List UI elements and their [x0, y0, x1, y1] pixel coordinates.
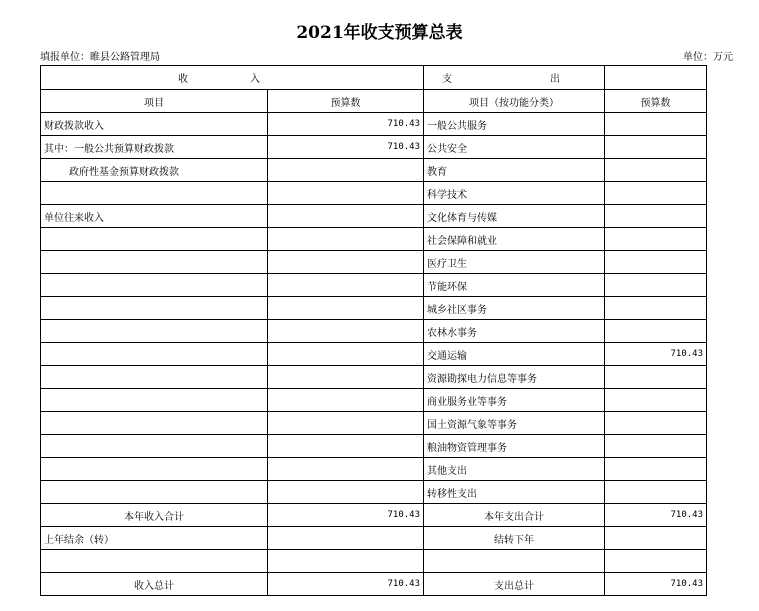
income-budget-cell — [268, 458, 424, 481]
expense-budget-cell — [605, 159, 707, 182]
table-row — [41, 504, 707, 527]
income-budget-cell — [268, 435, 424, 458]
table-row — [41, 182, 707, 205]
expense-item-cell: 城乡社区事务 — [424, 297, 605, 320]
expense-item-cell: 文化体育与传媒 — [424, 205, 605, 228]
income-budget-cell — [268, 182, 424, 205]
income-budget-cell — [268, 228, 424, 251]
income-item-cell — [41, 481, 268, 504]
expense-budget-cell — [605, 550, 707, 573]
income-item-cell: 财政拨款收入 — [41, 113, 268, 136]
expense-item-cell: 本年支出合计 — [424, 504, 605, 527]
budget-table — [40, 65, 707, 596]
expense-budget-cell — [605, 228, 707, 251]
page-title: 2021年收支预算总表 — [296, 23, 463, 43]
expense-item-cell: 节能环保 — [424, 274, 605, 297]
expense-budget-cell — [605, 366, 707, 389]
income-budget-cell — [268, 205, 424, 228]
table-row — [41, 389, 707, 412]
expense-budget-cell — [605, 274, 707, 297]
income-item-cell — [41, 550, 268, 573]
table-row — [41, 412, 707, 435]
table-row — [41, 550, 707, 573]
income-item-cell — [41, 297, 268, 320]
income-budget-cell — [268, 297, 424, 320]
expense-header-blank — [605, 66, 707, 90]
expense-item-cell: 教育 — [424, 159, 605, 182]
expense-budget-cell: 710.43 — [605, 343, 707, 366]
expense-item-cell: 医疗卫生 — [424, 251, 605, 274]
income-item-cell — [41, 458, 268, 481]
income-budget-cell: 710.43 — [268, 136, 424, 159]
table-row — [41, 136, 707, 159]
expense-budget-cell — [605, 458, 707, 481]
expense-budget-cell — [605, 205, 707, 228]
expense-budget-cell — [605, 320, 707, 343]
expense-budget-cell: 710.43 — [605, 573, 707, 596]
table-row — [41, 113, 707, 136]
expense-budget-cell — [605, 297, 707, 320]
income-item-cell — [41, 251, 268, 274]
income-budget-cell — [268, 320, 424, 343]
income-budget-cell — [268, 366, 424, 389]
expense-item-cell: 社会保障和就业 — [424, 228, 605, 251]
budget-rows — [41, 113, 707, 596]
table-row — [41, 159, 707, 182]
income-item-cell: 单位往来收入 — [41, 205, 268, 228]
income-item-cell: 本年收入合计 — [41, 504, 268, 527]
table-row — [41, 228, 707, 251]
col-budget2-header: 预算数 — [605, 90, 707, 113]
expense-budget-cell: 710.43 — [605, 504, 707, 527]
income-item-cell: 上年结余（转） — [41, 527, 268, 550]
table-row — [41, 251, 707, 274]
header-row-columns — [41, 90, 707, 113]
income-budget-cell — [268, 343, 424, 366]
expense-item-cell: 一般公共服务 — [424, 113, 605, 136]
table-row — [41, 320, 707, 343]
table-row — [41, 297, 707, 320]
income-item-cell: 其中：一般公共预算财政拨款 — [41, 136, 268, 159]
table-row — [41, 435, 707, 458]
expense-item-cell: 农林水事务 — [424, 320, 605, 343]
income-budget-cell — [268, 159, 424, 182]
table-row — [41, 458, 707, 481]
expense-item-cell: 科学技术 — [424, 182, 605, 205]
expense-budget-cell — [605, 182, 707, 205]
income-header: 收 入 — [41, 66, 424, 90]
table-row — [41, 366, 707, 389]
expense-budget-cell — [605, 136, 707, 159]
header-row-sections — [41, 66, 707, 90]
expense-item-cell: 转移性支出 — [424, 481, 605, 504]
income-item-cell: 政府性基金预算财政拨款 — [41, 159, 268, 182]
col-budget-header: 预算数 — [268, 90, 424, 113]
expense-budget-cell — [605, 435, 707, 458]
income-item-cell — [41, 435, 268, 458]
col-item-header: 项目 — [41, 90, 268, 113]
table-row — [41, 481, 707, 504]
expense-item-cell: 商业服务业等事务 — [424, 389, 605, 412]
expense-item-cell: 结转下年 — [424, 527, 605, 550]
income-budget-cell — [268, 274, 424, 297]
expense-item-cell: 粮油物资管理事务 — [424, 435, 605, 458]
expense-budget-cell — [605, 251, 707, 274]
expense-budget-cell — [605, 481, 707, 504]
expense-item-cell — [424, 550, 605, 573]
currency-unit: 单位：万元 — [683, 52, 733, 63]
table-row — [41, 343, 707, 366]
income-budget-cell — [268, 251, 424, 274]
income-budget-cell: 710.43 — [268, 573, 424, 596]
income-item-cell — [41, 228, 268, 251]
income-item-cell — [41, 320, 268, 343]
table-row — [41, 274, 707, 297]
table-row — [41, 573, 707, 596]
table-row — [41, 205, 707, 228]
income-budget-cell: 710.43 — [268, 504, 424, 527]
expense-item-cell: 支出总计 — [424, 573, 605, 596]
income-item-cell — [41, 389, 268, 412]
income-budget-cell — [268, 481, 424, 504]
income-item-cell: 收入总计 — [41, 573, 268, 596]
expense-item-cell: 其他支出 — [424, 458, 605, 481]
expense-item-cell: 公共安全 — [424, 136, 605, 159]
reporting-unit: 填报单位：睢县公路管理局 — [40, 52, 160, 63]
expense-header: 支 出 — [424, 66, 605, 90]
expense-item-cell: 交通运输 — [424, 343, 605, 366]
expense-item-cell: 国土资源气象等事务 — [424, 412, 605, 435]
income-budget-cell — [268, 389, 424, 412]
income-budget-cell — [268, 527, 424, 550]
expense-budget-cell — [605, 389, 707, 412]
income-budget-cell — [268, 550, 424, 573]
expense-budget-cell — [605, 412, 707, 435]
expense-budget-cell — [605, 527, 707, 550]
income-item-cell — [41, 274, 268, 297]
income-item-cell — [41, 412, 268, 435]
col-item-func-header: 项目（按功能分类） — [424, 90, 605, 113]
expense-budget-cell — [605, 113, 707, 136]
expense-item-cell: 资源勘探电力信息等事务 — [424, 366, 605, 389]
table-row — [41, 527, 707, 550]
income-item-cell — [41, 343, 268, 366]
income-budget-cell — [268, 412, 424, 435]
income-budget-cell: 710.43 — [268, 113, 424, 136]
income-item-cell — [41, 366, 268, 389]
income-item-cell — [41, 182, 268, 205]
